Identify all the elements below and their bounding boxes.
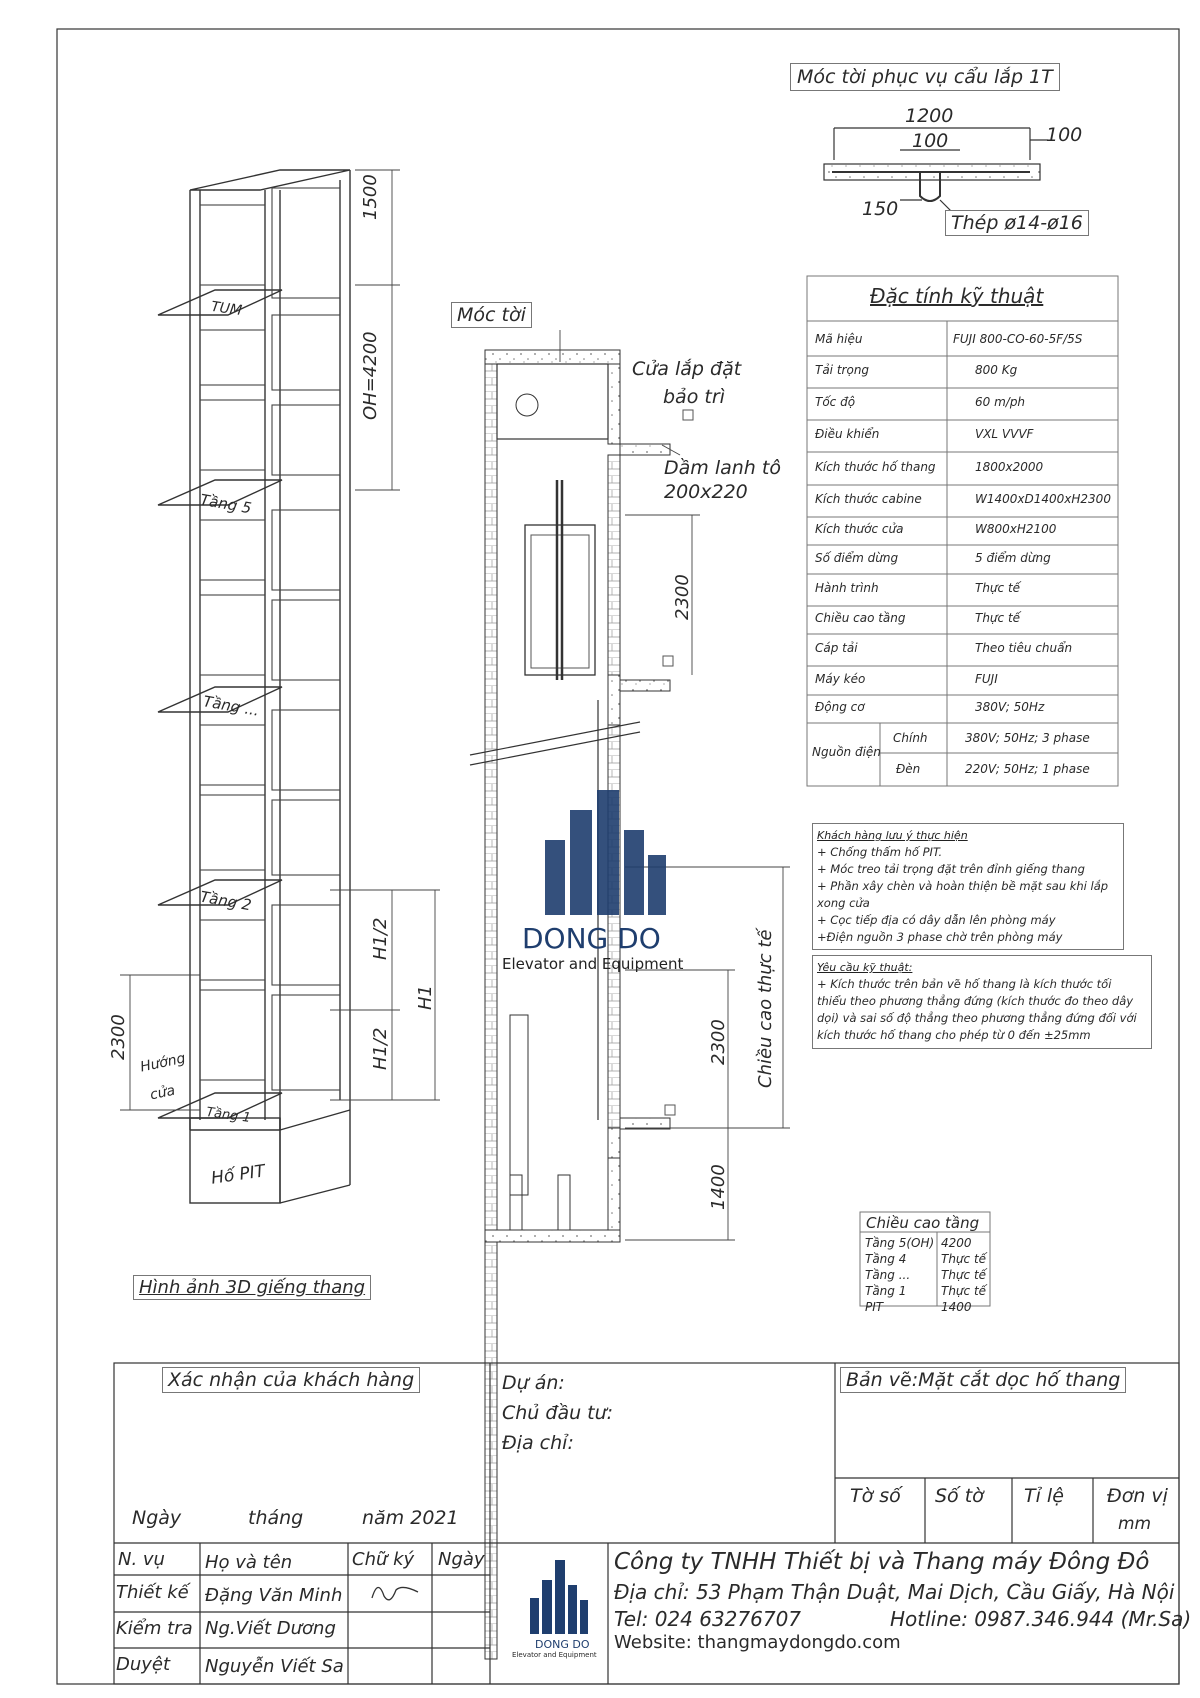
label-door-direction-1: Hướng bbox=[138, 1050, 187, 1076]
company-website: Website: thangmaydongdo.com bbox=[614, 1632, 901, 1653]
dim-h1-half-top: H1/2 bbox=[370, 917, 391, 960]
label-pit: Hố PIT bbox=[209, 1161, 267, 1189]
checker-role: Kiểm tra bbox=[116, 1618, 193, 1639]
company-logo bbox=[530, 1560, 588, 1634]
note-item: + Phần xây chèn và hoàn thiện bề mặt sau khi lắp bbox=[817, 879, 1109, 893]
spec-label: Tải trọng bbox=[815, 363, 870, 377]
sheet-number-label: Tờ số bbox=[850, 1485, 901, 1507]
spec-power-light-value: 220V; 50Hz; 1 phase bbox=[965, 762, 1090, 776]
watermark-logo bbox=[545, 790, 666, 915]
hoist-dim-100-center: 100 bbox=[912, 130, 949, 152]
note-item: + Cọc tiếp địa có dây dẫn lên phòng máy bbox=[817, 913, 1056, 927]
sheet-count-label: Số tờ bbox=[935, 1485, 984, 1507]
spec-value: VXL VVVF bbox=[975, 427, 1034, 441]
hoist-dim-1200: 1200 bbox=[905, 105, 954, 127]
dim-h1-half-bottom: H1/2 bbox=[370, 1027, 391, 1070]
spec-value: FUJI bbox=[975, 672, 998, 686]
spec-value: 5 điểm dừng bbox=[975, 551, 1051, 565]
spec-label: Chiều cao tầng bbox=[815, 611, 906, 625]
label-floor-dots: Tầng ... bbox=[201, 692, 261, 720]
spec-label: Kích thước hố thang bbox=[815, 460, 936, 474]
dim-actual-height: Chiều cao thực tế bbox=[755, 929, 776, 1088]
floor-name: Tầng 4 bbox=[865, 1252, 907, 1266]
label-hoist-hook: Móc tời bbox=[451, 302, 532, 328]
dim-oh-4200: OH=4200 bbox=[360, 331, 381, 420]
label-floor-1: Tầng 1 bbox=[205, 1104, 252, 1127]
floor-name: PIT bbox=[865, 1300, 884, 1314]
hoist-steel-label: Thép ø14-ø16 bbox=[945, 210, 1089, 236]
logo-name: DONG DO bbox=[535, 1638, 590, 1651]
spec-value: 1800x2000 bbox=[975, 460, 1044, 474]
company-hotline: Hotline: 0987.346.944 (Mr.Sa) bbox=[890, 1607, 1192, 1631]
spec-value: 800 Kg bbox=[975, 363, 1018, 377]
label-hatch-1: Cửa lắp đặt bbox=[632, 358, 742, 380]
label-hatch-2: bảo trì bbox=[663, 386, 725, 408]
date-year-label: năm 2021 bbox=[362, 1507, 459, 1529]
spec-label: Điều khiển bbox=[815, 427, 880, 441]
floor-name: Tầng 1 bbox=[865, 1284, 907, 1298]
spec-value: W800xH2100 bbox=[975, 522, 1057, 536]
floor-name: Tầng ... bbox=[865, 1268, 911, 1282]
spec-label: Mã hiệu bbox=[815, 332, 863, 346]
spec-power-main-label: Chính bbox=[893, 731, 928, 745]
spec-label: Động cơ bbox=[815, 700, 865, 714]
spec-power-light-label: Đèn bbox=[896, 762, 921, 776]
tech-notes-title: Yêu cầu kỹ thuật: bbox=[817, 961, 913, 974]
approver-name: Nguyễn Viết Sa bbox=[205, 1656, 344, 1677]
spec-value: W1400xD1400xH2300 bbox=[975, 492, 1111, 506]
company-tel: Tel: 024 63276707 bbox=[614, 1607, 802, 1631]
spec-table-title: Đặc tính kỹ thuật bbox=[870, 284, 1044, 308]
shaft-3d-frames bbox=[200, 188, 340, 1090]
header-sign: Chữ ký bbox=[352, 1549, 415, 1570]
company-address: Địa chỉ: 53 Phạm Thận Duật, Mai Dịch, Cầu Giấy, Hà Nội bbox=[614, 1580, 1175, 1604]
spec-value: Thực tế bbox=[975, 611, 1021, 625]
spec-label: Cáp tải bbox=[815, 641, 858, 655]
spec-value: Theo tiêu chuẩn bbox=[975, 641, 1073, 655]
spec-value: FUJI 800-CO-60-5F/5S bbox=[953, 332, 1083, 346]
caption-3d: Hình ảnh 3D giếng thang bbox=[133, 1275, 371, 1300]
note-item: + Móc treo tải trọng đặt trên đỉnh giếng thang bbox=[817, 862, 1085, 876]
dim-2300-3d: 2300 bbox=[108, 1014, 129, 1060]
logo-sub: Elevator and Equipment bbox=[512, 1651, 597, 1659]
note-item: xong cửa bbox=[817, 896, 870, 910]
spec-label: Số điểm dừng bbox=[815, 551, 899, 565]
note-item: kích thước hố thang cho phép từ 0 đến ±25mm bbox=[817, 1028, 1091, 1042]
label-lintel-1: Dầm lanh tô bbox=[664, 457, 781, 479]
spec-label: Kích thước cửa bbox=[815, 522, 904, 536]
hoist-dim-150: 150 bbox=[862, 198, 899, 220]
note-item: thiểu theo phương thẳng đứng (kích thước đo theo dây bbox=[817, 994, 1134, 1008]
header-role: N. vụ bbox=[118, 1549, 165, 1570]
floor-height: 4200 bbox=[941, 1236, 972, 1250]
label-lintel-2: 200x220 bbox=[664, 481, 748, 503]
dim-h1: H1 bbox=[415, 985, 436, 1010]
approver-role: Duyệt bbox=[116, 1654, 171, 1675]
unit-value: mm bbox=[1118, 1514, 1152, 1534]
investor-label: Chủ đầu tư: bbox=[502, 1402, 614, 1424]
floor-height: Thực tế bbox=[941, 1252, 987, 1266]
checker-name: Ng.Viết Dương bbox=[205, 1618, 336, 1639]
spec-value: 60 m/ph bbox=[975, 395, 1026, 409]
floor-name: Tầng 5(OH) bbox=[865, 1236, 935, 1250]
designer-name: Đặng Văn Minh bbox=[205, 1585, 343, 1606]
note-item: dọi) và sai số độ thẳng theo phương thẳng đứng đối với bbox=[817, 1011, 1137, 1025]
watermark-name: DONG DO bbox=[522, 922, 661, 955]
floor-height: Thực tế bbox=[941, 1284, 987, 1298]
spec-label: Máy kéo bbox=[815, 672, 866, 686]
date-day-label: Ngày bbox=[132, 1507, 182, 1529]
label-tum: TUM bbox=[210, 298, 243, 320]
date-month-label: tháng bbox=[248, 1507, 304, 1529]
designer-role: Thiết kế bbox=[116, 1582, 189, 1603]
spec-label: Kích thước cabine bbox=[815, 492, 922, 506]
drawing-title: Bản vẽ:Mặt cắt dọc hố thang bbox=[840, 1367, 1126, 1393]
note-item: + Kích thước trên bản vẽ hố thang là kích thước tối bbox=[817, 977, 1112, 991]
header-name: Họ và tên bbox=[205, 1552, 293, 1573]
address-label: Địa chỉ: bbox=[502, 1432, 574, 1454]
watermark-sub: Elevator and Equipment bbox=[502, 955, 684, 973]
hoist-title: Móc tời phục vụ cẩu lắp 1T bbox=[790, 63, 1060, 91]
spec-value: 380V; 50Hz bbox=[975, 700, 1045, 714]
unit-label: Đơn vị bbox=[1107, 1485, 1168, 1507]
customer-notes-title: Khách hàng lưu ý thực hiện bbox=[817, 829, 968, 842]
spec-label: Tốc độ bbox=[815, 395, 856, 409]
dim-2300-door: 2300 bbox=[708, 1019, 729, 1065]
spec-value: Thực tế bbox=[975, 581, 1021, 595]
label-floor-5: Tầng 5 bbox=[198, 490, 253, 518]
note-item: +Điện nguồn 3 phase chờ trên phòng máy bbox=[817, 930, 1063, 944]
shaft-3d bbox=[158, 170, 350, 1203]
tech-notes-box bbox=[812, 955, 1152, 1049]
header-date: Ngày bbox=[438, 1549, 485, 1570]
project-label: Dự án: bbox=[502, 1372, 565, 1394]
company-name: Công ty TNHH Thiết bị và Thang máy Đông Đô bbox=[614, 1549, 1150, 1575]
tech-notes-list bbox=[817, 976, 1137, 1044]
floor-height-title: Chiều cao tầng bbox=[866, 1214, 980, 1232]
dim-1400-pit: 1400 bbox=[708, 1164, 729, 1210]
scale-label: Tỉ lệ bbox=[1024, 1485, 1064, 1507]
spec-label: Hành trình bbox=[815, 581, 879, 595]
customer-confirm-label: Xác nhận của khách hàng bbox=[162, 1367, 420, 1393]
spec-power-label: Nguồn điện bbox=[812, 745, 881, 759]
label-door-direction-2: cửa bbox=[148, 1082, 177, 1104]
dim-2300-cabin: 2300 bbox=[672, 574, 693, 620]
signature bbox=[372, 1587, 418, 1599]
dim-1500: 1500 bbox=[360, 174, 381, 220]
shaft-section bbox=[470, 350, 693, 1659]
note-item: + Chống thấm hố PIT. bbox=[817, 845, 943, 859]
hoist-dim-100-right: 100 bbox=[1046, 124, 1083, 146]
floor-height: Thực tế bbox=[941, 1268, 987, 1282]
label-floor-2: Tầng 2 bbox=[198, 887, 253, 915]
customer-notes-list bbox=[817, 844, 1108, 946]
customer-notes-box bbox=[812, 823, 1124, 950]
floor-height: 1400 bbox=[941, 1300, 972, 1314]
spec-power-main-value: 380V; 50Hz; 3 phase bbox=[965, 731, 1090, 745]
